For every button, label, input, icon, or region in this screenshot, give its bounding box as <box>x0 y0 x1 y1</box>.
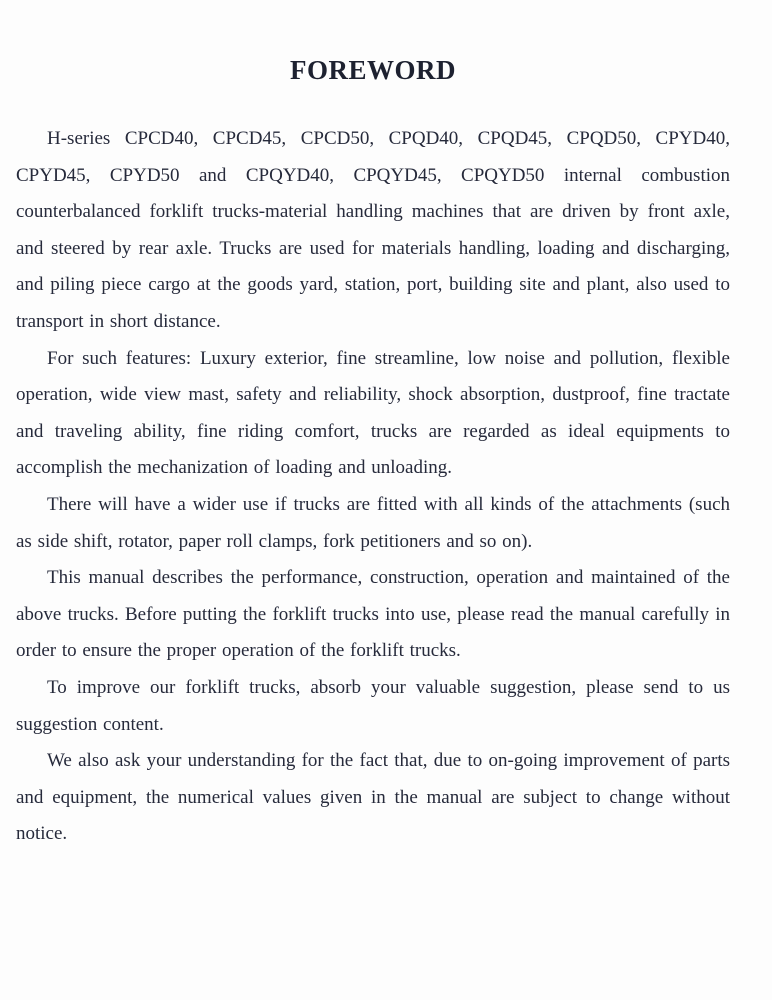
paragraph-features: For such features: Luxury exterior, fine streamline, low noise and pollution, flexible operation, wide view mast, safety and reliability, shock absorption, dustproof, fine tractate and traveling ability, fine riding comfort, trucks are regarded as ideal equipments to accomplish the mechanization of loading and unloading. <box>16 347 730 479</box>
paragraph-suggestions: To improve our forklift trucks, absorb your valuable suggestion, please send to us suggestion content. <box>16 676 730 735</box>
document-body <box>16 121 730 853</box>
paragraph-manual-purpose: This manual describes the performance, construction, operation and maintained of the above trucks. Before putting the forklift trucks into use, please read the manual carefully in order to ensure the proper operation of the forklift trucks. <box>16 567 730 662</box>
paragraph-models-intro: H-series CPCD40, CPCD45, CPCD50, CPQD40, CPQD45, CPQD50, CPYD40, CPYD45, CPYD50 and CPQYD40, CPQYD45, CPQYD50 internal combustion counterbalanced forklift trucks-material handling machines that are driven by front axle, and steered by rear axle. Trucks are used for materials handling, loading and discharging, and piling piece cargo at the goods yard, station, port, building site and plant, also used to transport in short distance. <box>16 128 730 332</box>
paragraph-disclaimer: We also ask your understanding for the fact that, due to on-going improvement of parts and equipment, the numerical values given in the manual are subject to change without notice. <box>16 750 730 845</box>
page-title: FOREWORD <box>290 55 456 85</box>
paragraph-attachments: There will have a wider use if trucks are fitted with all kinds of the attachments (such as side shift, rotator, paper roll clamps, fork petitioners and so on). <box>16 493 730 552</box>
